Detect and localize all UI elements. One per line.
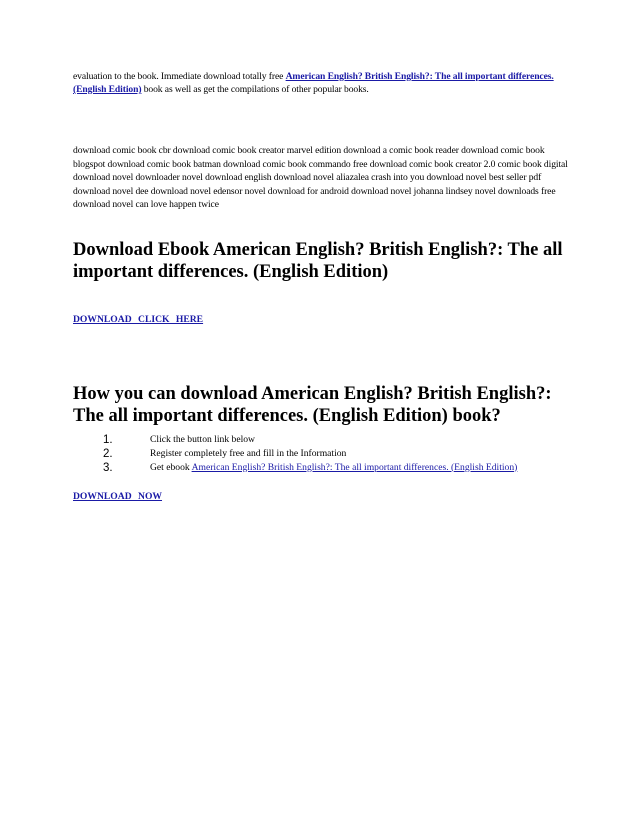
list-item [73, 447, 568, 461]
list-item [73, 433, 568, 447]
step-text-before: Get ebook [150, 461, 192, 473]
intro-text-after: book as well as get the compilations of other popular books. [141, 84, 369, 95]
book-title-link[interactable]: American English? British English?: The all important differences. (English Edition) [73, 71, 554, 95]
step-text [150, 461, 568, 475]
step-text: Register completely free and fill in the Information [150, 447, 347, 459]
ebook-title-link[interactable]: American English? British English?: The all important differences. (English Edition) [191, 461, 518, 473]
intro-paragraph [73, 70, 568, 96]
step-number: 3. [103, 461, 113, 474]
step-text: Click the button link below [150, 433, 255, 445]
step-number: 1. [103, 433, 113, 446]
step-number: 2. [103, 447, 113, 460]
keywords-paragraph: download comic book cbr download comic book creator marvel edition download a comic book reader download comic book blogspot download comic book batman download comic book commando free download comic book creator 2.0 comic book digital download novel downloader novel download english download novel aliazalea crash into you download novel best seller pdf download novel dee download novel edensor novel download for android download novel johanna lindsey novel downloads free download novel can love happen twice [73, 145, 568, 210]
download-now-link[interactable]: DOWNLOAD NOW [73, 490, 163, 502]
intro-text-before: evaluation to the book. Immediate download totally free [73, 71, 286, 82]
download-click-here-link[interactable]: DOWNLOAD CLICK HERE [73, 313, 204, 325]
list-item [73, 461, 568, 475]
how-to-download-heading: How you can download American English? British English?: The all important differences. (English Edition) book? [73, 383, 552, 426]
steps-list [73, 433, 568, 475]
document-body [73, 70, 568, 504]
download-heading: Download Ebook American English? British English?: The all important differences. (English Edition) [73, 239, 563, 282]
